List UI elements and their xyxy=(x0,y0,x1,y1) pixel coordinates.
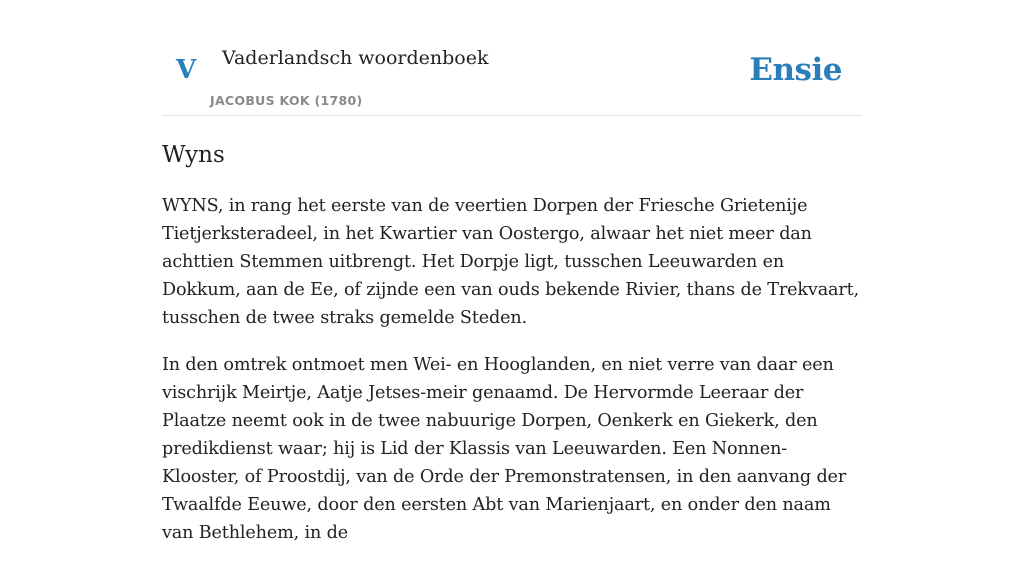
ensie-logo[interactable]: Ensie xyxy=(749,52,842,88)
dictionary-header xyxy=(162,0,862,116)
page-container xyxy=(162,0,862,543)
author-label: JACOBUS KOK (1780) xyxy=(210,93,363,108)
entry-paragraph-1: WYNS, in rang het eerste van de veertien Dorpen der Friesche Grietenije Tietjerksteradeel, in het Kwartier van Oostergo, alwaar het niet meer dan achttien Stemmen uitbrengt. Het Dorpje ligt, tusschen Leeuwarden en Dokkum, aan de Ee, of zijnde een van ouds bekende Rivier, thans de Trekvaart, tusschen de twee straks gemelde Steden. xyxy=(162,196,860,328)
entry-body xyxy=(162,192,862,566)
letter-index-link[interactable]: V xyxy=(176,55,197,85)
entry-title: Wyns xyxy=(162,142,225,168)
entry-paragraph-2: In den omtrek ontmoet men Wei- en Hooglanden, en niet verre van daar een vischrijk Meirtje, Aatje Jetses-meir genaamd. De Hervormde Leeraar der Plaatze neemt ook in de twee nabuurige Dorpen, Oenkerk en Giekerk, den predikdienst waar; hij is Lid der Klassis van Leeuwarden. Een Nonnen-Klooster, of Proostdij, van de Orde der Premonstratensen, in den aanvang der Twaalfde Eeuwe, door den eersten Abt van Marienjaart, en onder den naam van Bethlehem, in de xyxy=(162,355,847,543)
book-title-link[interactable]: Vaderlandsch woordenboek xyxy=(222,47,489,69)
